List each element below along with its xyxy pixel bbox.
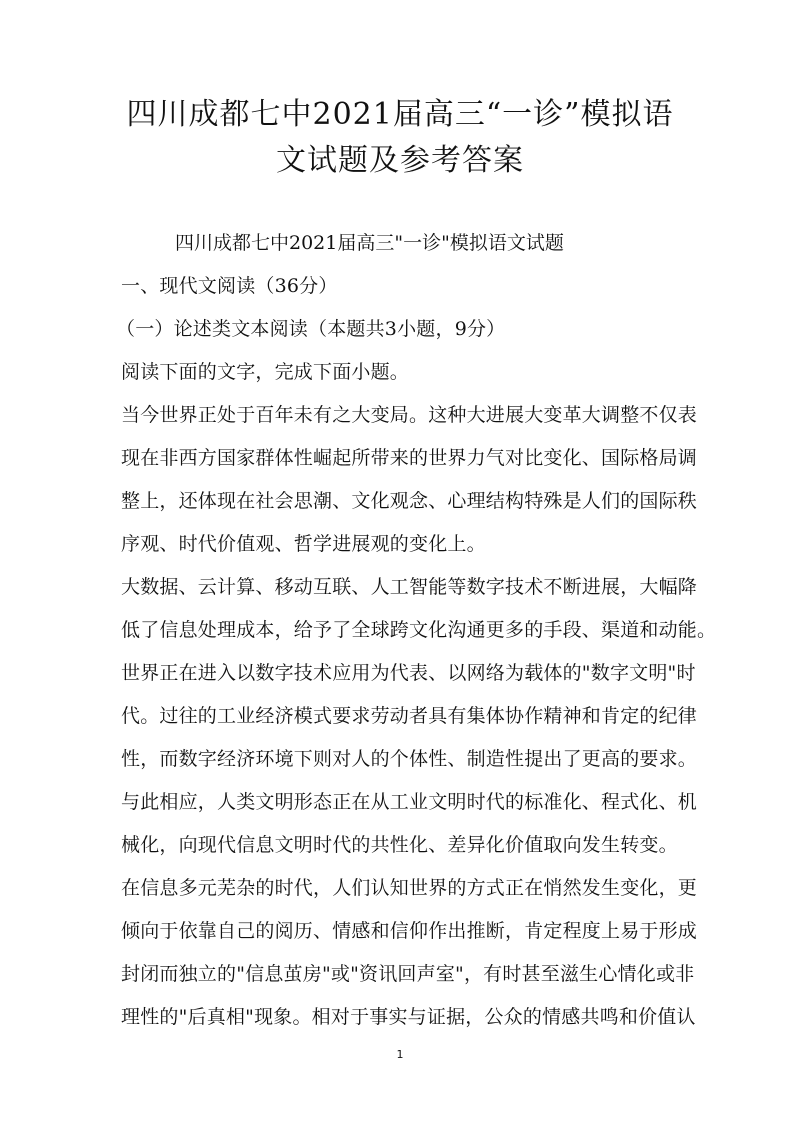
paragraph-line: 在信息多元芜杂的时代，人们认知世界的方式正在悄然发生变化，更 [121,877,698,899]
paragraph-line: 封闭而独立的"信息茧房"或"资讯回声室"，有时甚至滋生心情化或非 [121,963,695,985]
paragraph-line: 性，而数字经济环境下则对人的个体性、制造性提出了更高的要求。 [121,748,698,770]
paragraph-line: 当今世界正处于百年未有之大变局。这种大进展大变革大调整不仅表 [121,404,698,426]
paragraph-line: 理性的"后真相"现象。相对于事实与证据，公众的情感共鸣和价值认 [121,1006,696,1028]
exam-subtitle: 四川成都七中2021届高三"一诊"模拟语文试题 [175,232,564,254]
paragraph-line: 代。过往的工业经济模式要求劳动者具有集体协作精神和肯定的纪律 [121,705,698,727]
paragraph-line: 倾向于依靠自己的阅历、情感和信仰作出推断，肯定程度上易于形成 [121,920,698,942]
paragraph-line: 序观、时代价值观、哲学进展观的变化上。 [121,533,486,555]
document-title [110,92,690,184]
paragraph-line: 世界正在进入以数字技术应用为代表、以网络为载体的"数字文明"时 [121,662,696,684]
page-number: 1 [396,1048,404,1061]
paragraph-line: 现在非西方国家群体性崛起所带来的世界力气对比变化、国际格局调 [121,447,698,469]
paragraph-line: 整上，还体现在社会思潮、文化观念、心理结构特殊是人们的国际秩 [121,490,698,512]
paragraph-line: 低了信息处理成本，给予了全球跨文化沟通更多的手段、渠道和动能。 [121,619,717,641]
paragraph-line: 械化，向现代信息文明时代的共性化、差异化价值取向发生转变。 [121,834,678,856]
paragraph-line: 与此相应，人类文明形态正在从工业文明时代的标准化、程式化、机 [121,791,698,813]
title-line-2: 文试题及参考答案 [276,143,524,178]
subsection-heading: （一）论述类文本阅读（本题共3小题，9分） [116,318,506,340]
section-heading: 一、现代文阅读（36分） [121,275,338,297]
instruction-text: 阅读下面的文字，完成下面小题。 [121,361,410,383]
title-line-1: 四川成都七中2021届高三“一诊”模拟语 [126,97,674,132]
paragraph-line: 大数据、云计算、移动互联、人工智能等数字技术不断进展，大幅降 [121,576,698,598]
